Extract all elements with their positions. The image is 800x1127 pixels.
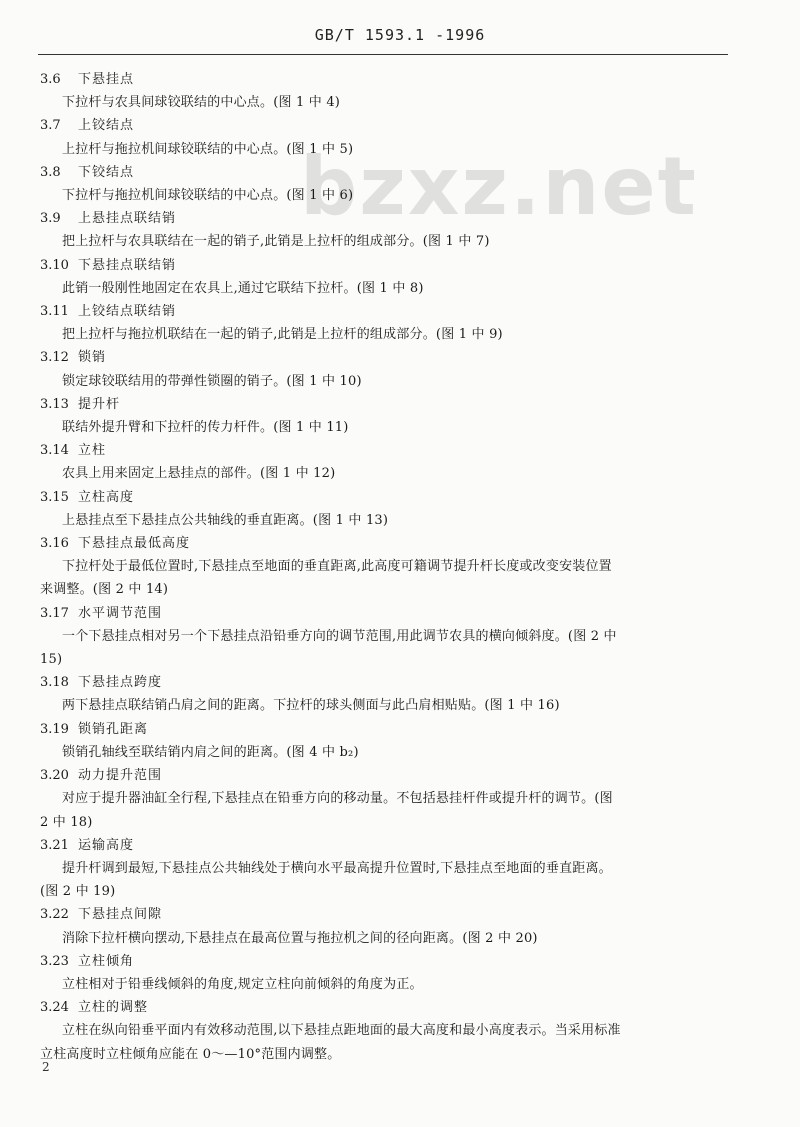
definition-text: 消除下拉杆横向摆动,下悬挂点在最高位置与拖拉机之间的径向距离。(图 2 中 20) <box>62 930 538 946</box>
definition-heading <box>40 254 720 277</box>
clause-number: 3.7 <box>40 118 61 134</box>
definition-text: 此销一般刚性地固定在农具上,通过它联结下拉杆。(图 1 中 8) <box>62 280 424 296</box>
definition-item <box>40 532 720 602</box>
definition-text: 一个下悬挂点相对另一个下悬挂点沿铅垂方向的调节范围,用此调节农具的横向倾斜度。(图 2 中 <box>62 628 617 644</box>
definition-item <box>40 114 720 160</box>
term: 提升杆 <box>78 396 121 412</box>
definition-text: 对应于提升器油缸全行程,下悬挂点在铅垂方向的移动量。不包括悬挂杆件或提升杆的调节。(图 <box>62 791 613 807</box>
definition-item <box>40 439 720 485</box>
definition-heading <box>40 207 720 230</box>
definition-item <box>40 346 720 392</box>
definition-heading <box>40 764 720 787</box>
clause-number: 3.14 <box>40 443 69 459</box>
definition-item <box>40 834 720 904</box>
term: 动力提升范围 <box>78 768 163 784</box>
definition-text-continued: 立柱高度时立柱倾角应能在 0～—10°范围内调整。 <box>40 1046 341 1062</box>
term: 上悬挂点联结销 <box>78 211 177 227</box>
definition-heading <box>40 439 720 462</box>
clause-number: 3.22 <box>40 907 69 923</box>
definition-heading <box>40 834 720 857</box>
definition-text: 立柱相对于铅垂线倾斜的角度,规定立柱向前倾斜的角度为正。 <box>62 976 423 992</box>
clause-number: 3.6 <box>40 72 61 87</box>
definition-text: 上拉杆与拖拉机间球铰联结的中心点。(图 1 中 5) <box>62 141 354 157</box>
definition-heading <box>40 300 720 323</box>
definition-heading <box>40 346 720 369</box>
clause-number: 3.23 <box>40 953 69 969</box>
clause-number: 3.24 <box>40 1000 69 1016</box>
clause-number: 3.19 <box>40 721 69 737</box>
definition-heading <box>40 602 720 625</box>
clause-number: 3.15 <box>40 489 69 505</box>
definition-heading <box>40 950 720 973</box>
term: 下铰结点 <box>78 164 135 180</box>
definition-item <box>40 903 720 949</box>
definition-text: 把上拉杆与农具联结在一起的销子,此销是上拉杆的组成部分。(图 1 中 7) <box>62 234 490 250</box>
definition-text: 下拉杆处于最低位置时,下悬挂点至地面的垂直距离,此高度可籍调节提升杆长度或改变安装位置 <box>62 559 612 575</box>
definition-heading <box>40 718 720 741</box>
definition-heading <box>40 532 720 555</box>
definition-text: 农具上用来固定上悬挂点的部件。(图 1 中 12) <box>62 466 336 482</box>
term: 锁销孔距离 <box>78 721 149 737</box>
definition-heading <box>40 671 720 694</box>
definition-item <box>40 207 720 253</box>
definition-text: 锁定球铰联结用的带弹性锁圈的销子。(图 1 中 10) <box>62 373 362 389</box>
watermark: bzxz.net <box>300 140 698 233</box>
clause-number: 3.9 <box>40 211 61 227</box>
term: 下悬挂点联结销 <box>78 257 177 273</box>
definition-text: 两下悬挂点联结销凸肩之间的距离。下拉杆的球头侧面与此凸肩相贴贴。(图 1 中 16) <box>62 698 560 714</box>
term: 水平调节范围 <box>78 605 163 621</box>
definition-heading <box>40 114 720 137</box>
definition-item <box>40 486 720 532</box>
definition-item <box>40 254 720 300</box>
clause-number: 3.11 <box>40 304 69 320</box>
definition-item <box>40 996 720 1066</box>
definition-text: 锁销孔轴线至联结销内肩之间的距离。(图 4 中 b₂) <box>62 744 359 760</box>
clause-number: 3.17 <box>40 605 69 621</box>
clause-number: 3.8 <box>40 164 61 180</box>
term: 运输高度 <box>78 837 135 853</box>
term: 立柱高度 <box>78 489 135 505</box>
definition-heading <box>40 903 720 926</box>
definition-text-continued: 2 中 18) <box>40 814 93 830</box>
definition-item <box>40 393 720 439</box>
definition-heading <box>40 996 720 1019</box>
clause-number: 3.16 <box>40 536 69 552</box>
term: 下悬挂点最低高度 <box>78 536 191 552</box>
definition-text-continued: (图 2 中 19) <box>40 884 116 900</box>
definition-item <box>40 764 720 834</box>
header-rule <box>38 54 728 55</box>
definition-text: 联结外提升臂和下拉杆的传力杆件。(图 1 中 11) <box>62 420 349 436</box>
clause-number: 3.21 <box>40 837 69 853</box>
definition-heading <box>40 393 720 416</box>
definition-item <box>40 300 720 346</box>
definition-item <box>40 950 720 996</box>
term: 下悬挂点 <box>78 72 135 87</box>
term: 立柱倾角 <box>78 953 135 969</box>
definition-text-continued: 来调整。(图 2 中 14) <box>40 582 169 598</box>
definition-item <box>40 718 720 764</box>
term: 立柱的调整 <box>78 1000 149 1016</box>
definition-text: 把上拉杆与拖拉机联结在一起的销子,此销是上拉杆的组成部分。(图 1 中 9) <box>62 327 503 343</box>
definition-item <box>40 68 720 114</box>
definition-heading <box>40 68 720 91</box>
clause-number: 3.20 <box>40 768 69 784</box>
definition-text: 上悬挂点至下悬挂点公共轴线的垂直距离。(图 1 中 13) <box>62 512 389 528</box>
term: 上铰结点联结销 <box>78 304 177 320</box>
definition-text-continued: 15) <box>40 652 63 668</box>
term: 下悬挂点跨度 <box>78 675 163 691</box>
clause-number: 3.10 <box>40 257 69 273</box>
definition-item <box>40 602 720 672</box>
definitions-list <box>40 68 720 1066</box>
definition-item <box>40 671 720 717</box>
definition-text: 提升杆调到最短,下悬挂点公共轴线处于横向水平最高提升位置时,下悬挂点至地面的垂直距离。 <box>62 860 612 876</box>
page-number: 2 <box>42 1060 50 1074</box>
definition-item <box>40 161 720 207</box>
definition-text: 下拉杆与农具间球铰联结的中心点。(图 1 中 4) <box>62 95 341 111</box>
definition-heading <box>40 161 720 184</box>
definition-text: 立柱在纵向铅垂平面内有效移动范围,以下悬挂点距地面的最大高度和最小高度表示。当采用标准 <box>62 1023 621 1039</box>
term: 上铰结点 <box>78 118 135 134</box>
standard-code-header: GB/T 1593.1 -1996 <box>314 26 486 44</box>
clause-number: 3.18 <box>40 675 69 691</box>
term: 锁销 <box>78 350 107 366</box>
definition-heading <box>40 486 720 509</box>
term: 下悬挂点间隙 <box>78 907 163 923</box>
clause-number: 3.13 <box>40 396 69 412</box>
definition-text: 下拉杆与拖拉机间球铰联结的中心点。(图 1 中 6) <box>62 188 354 204</box>
clause-number: 3.12 <box>40 350 69 366</box>
term: 立柱 <box>78 443 107 459</box>
